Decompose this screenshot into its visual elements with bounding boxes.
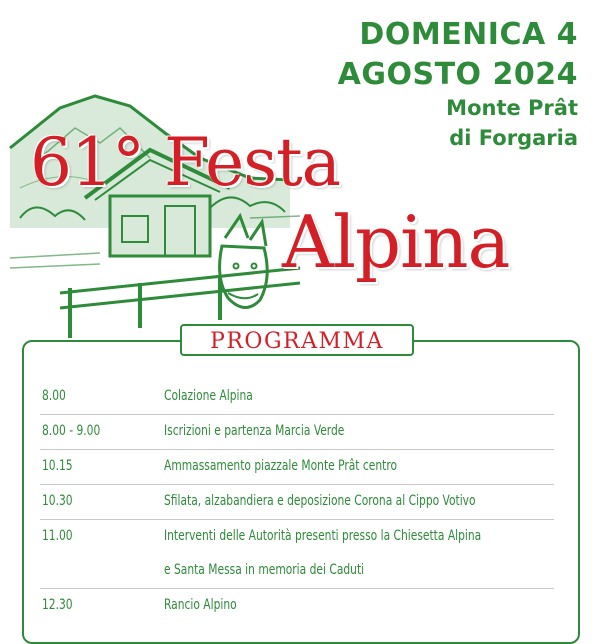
programme-description: Sfilata, alzabandiera e deposizione Corona al Cippo Votivo <box>164 493 476 509</box>
programme-row <box>40 589 554 623</box>
programme-time: 8.00 <box>42 388 66 404</box>
programme-time: 10.15 <box>42 458 73 474</box>
programme-list <box>40 380 554 623</box>
programme-description: Ammassamento piazzale Monte Prât centro <box>164 458 398 474</box>
location-name: Monte Prât <box>446 96 578 120</box>
programme-time: 8.00 - 9.00 <box>42 423 101 439</box>
programme-description: e Santa Messa in memoria dei Caduti <box>164 562 365 578</box>
date-day: DOMENICA 4 <box>359 17 578 52</box>
date-month-year: AGOSTO 2024 <box>337 57 578 92</box>
programme-description: Colazione Alpina <box>164 388 253 404</box>
programme-description: Interventi delle Autorità presenti presso la Chiesetta Alpina <box>164 528 482 544</box>
programme-description: Iscrizioni e partenza Marcia Verde <box>164 423 345 439</box>
programme-description: Rancio Alpino <box>164 597 237 613</box>
programme-time: 10.30 <box>42 493 73 509</box>
event-title-line1: 61° Festa <box>30 124 340 201</box>
programme-label: PROGRAMMA <box>180 324 414 356</box>
programme-row <box>40 485 554 520</box>
programme-time: 12.30 <box>42 597 73 613</box>
programme-row <box>40 450 554 485</box>
programme-row <box>40 415 554 450</box>
programme-row <box>40 380 554 415</box>
programme-time: 11.00 <box>42 528 73 544</box>
event-title-line2: Alpina <box>282 200 510 284</box>
programme-row <box>40 554 554 589</box>
location-town: di Forgaria <box>449 126 578 150</box>
programme-row <box>40 520 554 554</box>
